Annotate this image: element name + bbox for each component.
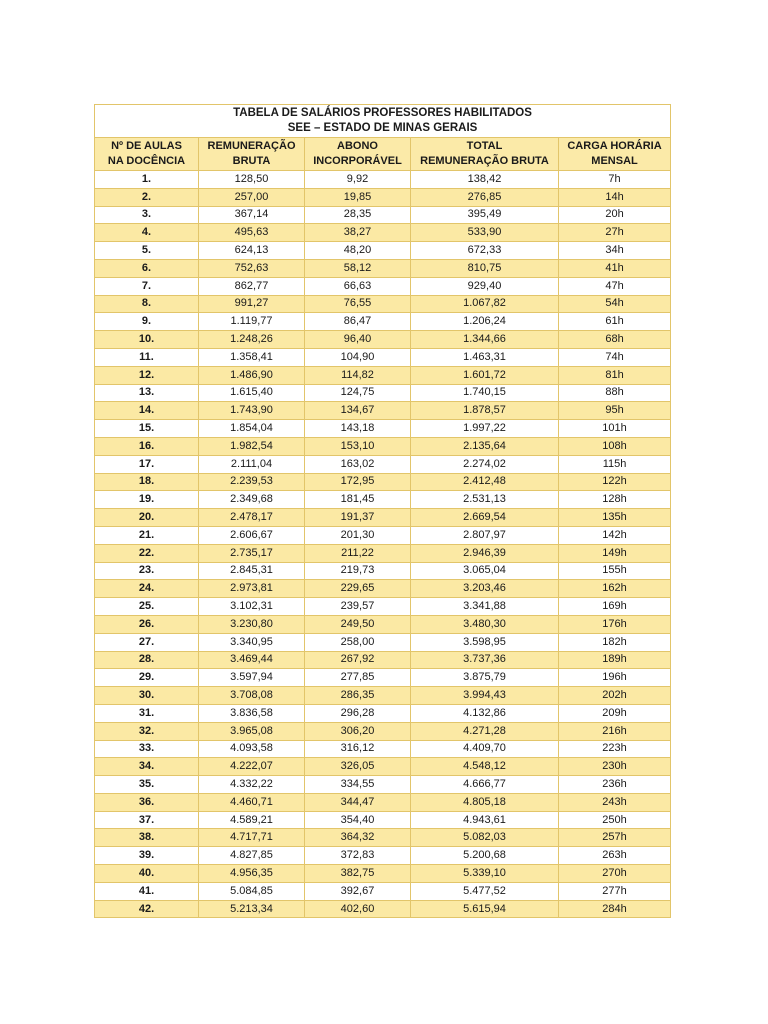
carga-cell: 284h [559, 900, 671, 918]
aulas-cell: 10. [95, 331, 199, 349]
table-row [95, 633, 671, 651]
total-cell: 3.341,88 [411, 598, 559, 616]
carga-cell: 202h [559, 687, 671, 705]
aulas-cell: 3. [95, 206, 199, 224]
abono-cell: 239,57 [305, 598, 411, 616]
abono-cell: 286,35 [305, 687, 411, 705]
table-row [95, 865, 671, 883]
abono-cell: 181,45 [305, 491, 411, 509]
aulas-cell: 11. [95, 348, 199, 366]
total-cell: 276,85 [411, 188, 559, 206]
remuneracao-cell: 2.478,17 [199, 509, 305, 527]
total-cell: 3.065,04 [411, 562, 559, 580]
total-cell: 2.669,54 [411, 509, 559, 527]
remuneracao-cell: 1.743,90 [199, 402, 305, 420]
total-cell: 2.135,64 [411, 437, 559, 455]
table-row [95, 580, 671, 598]
aulas-cell: 42. [95, 900, 199, 918]
carga-cell: 230h [559, 758, 671, 776]
remuneracao-cell: 2.606,67 [199, 526, 305, 544]
table-row [95, 455, 671, 473]
carga-cell: 7h [559, 171, 671, 189]
carga-cell: 236h [559, 776, 671, 794]
carga-cell: 95h [559, 402, 671, 420]
total-cell: 672,33 [411, 242, 559, 260]
remuneracao-cell: 4.222,07 [199, 758, 305, 776]
header-total-remuneracao: TOTAL REMUNERAÇÃO BRUTA [411, 138, 559, 171]
remuneracao-cell: 2.111,04 [199, 455, 305, 473]
carga-cell: 14h [559, 188, 671, 206]
aulas-cell: 31. [95, 704, 199, 722]
aulas-cell: 18. [95, 473, 199, 491]
table-row [95, 384, 671, 402]
carga-cell: 182h [559, 633, 671, 651]
carga-cell: 155h [559, 562, 671, 580]
table-row [95, 704, 671, 722]
table-body [95, 171, 671, 918]
abono-cell: 191,37 [305, 509, 411, 527]
aulas-cell: 34. [95, 758, 199, 776]
abono-cell: 28,35 [305, 206, 411, 224]
abono-cell: 211,22 [305, 544, 411, 562]
abono-cell: 19,85 [305, 188, 411, 206]
table-row [95, 206, 671, 224]
carga-cell: 196h [559, 669, 671, 687]
total-cell: 395,49 [411, 206, 559, 224]
aulas-cell: 1. [95, 171, 199, 189]
aulas-cell: 37. [95, 811, 199, 829]
aulas-cell: 19. [95, 491, 199, 509]
table-row [95, 420, 671, 438]
abono-cell: 382,75 [305, 865, 411, 883]
abono-cell: 354,40 [305, 811, 411, 829]
total-cell: 1.463,31 [411, 348, 559, 366]
remuneracao-cell: 2.349,68 [199, 491, 305, 509]
abono-cell: 153,10 [305, 437, 411, 455]
total-cell: 3.480,30 [411, 615, 559, 633]
remuneracao-cell: 624,13 [199, 242, 305, 260]
total-cell: 3.737,36 [411, 651, 559, 669]
carga-cell: 270h [559, 865, 671, 883]
aulas-cell: 7. [95, 277, 199, 295]
aulas-cell: 40. [95, 865, 199, 883]
aulas-cell: 24. [95, 580, 199, 598]
total-cell: 3.598,95 [411, 633, 559, 651]
title-row [95, 105, 671, 138]
total-cell: 2.807,97 [411, 526, 559, 544]
abono-cell: 143,18 [305, 420, 411, 438]
table-row [95, 598, 671, 616]
table-row [95, 669, 671, 687]
aulas-cell: 4. [95, 224, 199, 242]
table-row [95, 348, 671, 366]
remuneracao-cell: 367,14 [199, 206, 305, 224]
total-cell: 1.206,24 [411, 313, 559, 331]
table-row [95, 224, 671, 242]
aulas-cell: 33. [95, 740, 199, 758]
table-row [95, 793, 671, 811]
aulas-cell: 23. [95, 562, 199, 580]
table-row [95, 687, 671, 705]
total-cell: 1.878,57 [411, 402, 559, 420]
abono-cell: 76,55 [305, 295, 411, 313]
abono-cell: 172,95 [305, 473, 411, 491]
aulas-cell: 35. [95, 776, 199, 794]
aulas-cell: 41. [95, 882, 199, 900]
remuneracao-cell: 4.956,35 [199, 865, 305, 883]
table-row [95, 544, 671, 562]
table-row [95, 758, 671, 776]
total-cell: 3.875,79 [411, 669, 559, 687]
carga-cell: 209h [559, 704, 671, 722]
remuneracao-cell: 3.836,58 [199, 704, 305, 722]
table-title [95, 105, 671, 138]
aulas-cell: 39. [95, 847, 199, 865]
header-carga-horaria: CARGA HORÁRIA MENSAL [559, 138, 671, 171]
remuneracao-cell: 862,77 [199, 277, 305, 295]
table-row [95, 277, 671, 295]
table-row [95, 615, 671, 633]
aulas-cell: 8. [95, 295, 199, 313]
total-cell: 1.344,66 [411, 331, 559, 349]
abono-cell: 134,67 [305, 402, 411, 420]
carga-cell: 135h [559, 509, 671, 527]
total-cell: 3.203,46 [411, 580, 559, 598]
aulas-cell: 30. [95, 687, 199, 705]
table-row [95, 811, 671, 829]
abono-cell: 296,28 [305, 704, 411, 722]
header-num-aulas: Nº DE AULAS NA DOCÊNCIA [95, 138, 199, 171]
aulas-cell: 6. [95, 259, 199, 277]
aulas-cell: 20. [95, 509, 199, 527]
remuneracao-cell: 128,50 [199, 171, 305, 189]
carga-cell: 128h [559, 491, 671, 509]
table-row [95, 491, 671, 509]
total-cell: 810,75 [411, 259, 559, 277]
aulas-cell: 36. [95, 793, 199, 811]
carga-cell: 54h [559, 295, 671, 313]
table-row [95, 188, 671, 206]
aulas-cell: 29. [95, 669, 199, 687]
carga-cell: 162h [559, 580, 671, 598]
table-title-line-2: SEE – ESTADO DE MINAS GERAIS [287, 122, 478, 134]
table-row [95, 473, 671, 491]
carga-cell: 68h [559, 331, 671, 349]
remuneracao-cell: 2.845,31 [199, 562, 305, 580]
abono-cell: 96,40 [305, 331, 411, 349]
remuneracao-cell: 4.093,58 [199, 740, 305, 758]
table-row [95, 242, 671, 260]
aulas-cell: 14. [95, 402, 199, 420]
total-cell: 1.067,82 [411, 295, 559, 313]
remuneracao-cell: 4.717,71 [199, 829, 305, 847]
remuneracao-cell: 1.358,41 [199, 348, 305, 366]
carga-cell: 108h [559, 437, 671, 455]
total-cell: 5.615,94 [411, 900, 559, 918]
total-cell: 5.200,68 [411, 847, 559, 865]
table-row [95, 847, 671, 865]
total-cell: 4.943,61 [411, 811, 559, 829]
abono-cell: 372,83 [305, 847, 411, 865]
remuneracao-cell: 2.239,53 [199, 473, 305, 491]
aulas-cell: 15. [95, 420, 199, 438]
abono-cell: 48,20 [305, 242, 411, 260]
total-cell: 4.132,86 [411, 704, 559, 722]
total-cell: 2.274,02 [411, 455, 559, 473]
total-cell: 4.666,77 [411, 776, 559, 794]
carga-cell: 216h [559, 722, 671, 740]
remuneracao-cell: 3.340,95 [199, 633, 305, 651]
table-row [95, 437, 671, 455]
carga-cell: 149h [559, 544, 671, 562]
aulas-cell: 13. [95, 384, 199, 402]
abono-cell: 163,02 [305, 455, 411, 473]
total-cell: 1.740,15 [411, 384, 559, 402]
remuneracao-cell: 3.230,80 [199, 615, 305, 633]
remuneracao-cell: 2.973,81 [199, 580, 305, 598]
table-row [95, 313, 671, 331]
abono-cell: 392,67 [305, 882, 411, 900]
remuneracao-cell: 3.708,08 [199, 687, 305, 705]
remuneracao-cell: 4.332,22 [199, 776, 305, 794]
carga-cell: 27h [559, 224, 671, 242]
carga-cell: 20h [559, 206, 671, 224]
carga-cell: 101h [559, 420, 671, 438]
table-row [95, 331, 671, 349]
abono-cell: 58,12 [305, 259, 411, 277]
table-row [95, 295, 671, 313]
carga-cell: 257h [559, 829, 671, 847]
table-row [95, 740, 671, 758]
total-cell: 4.805,18 [411, 793, 559, 811]
carga-cell: 74h [559, 348, 671, 366]
total-cell: 5.339,10 [411, 865, 559, 883]
aulas-cell: 27. [95, 633, 199, 651]
carga-cell: 122h [559, 473, 671, 491]
carga-cell: 142h [559, 526, 671, 544]
carga-cell: 115h [559, 455, 671, 473]
salary-table [94, 104, 671, 918]
abono-cell: 104,90 [305, 348, 411, 366]
remuneracao-cell: 1.854,04 [199, 420, 305, 438]
abono-cell: 306,20 [305, 722, 411, 740]
total-cell: 4.548,12 [411, 758, 559, 776]
remuneracao-cell: 4.460,71 [199, 793, 305, 811]
remuneracao-cell: 5.213,34 [199, 900, 305, 918]
table-row [95, 366, 671, 384]
remuneracao-cell: 3.597,94 [199, 669, 305, 687]
header-remuneracao-bruta: REMUNERAÇÃO BRUTA [199, 138, 305, 171]
carga-cell: 277h [559, 882, 671, 900]
aulas-cell: 9. [95, 313, 199, 331]
remuneracao-cell: 1.119,77 [199, 313, 305, 331]
header-row [95, 138, 671, 171]
aulas-cell: 21. [95, 526, 199, 544]
abono-cell: 277,85 [305, 669, 411, 687]
total-cell: 1.601,72 [411, 366, 559, 384]
aulas-cell: 25. [95, 598, 199, 616]
table-row [95, 402, 671, 420]
total-cell: 5.477,52 [411, 882, 559, 900]
table-title-line-1: TABELA DE SALÁRIOS PROFESSORES HABILITADOS [233, 107, 532, 119]
total-cell: 2.412,48 [411, 473, 559, 491]
total-cell: 2.946,39 [411, 544, 559, 562]
remuneracao-cell: 3.469,44 [199, 651, 305, 669]
table-row [95, 651, 671, 669]
table-row [95, 776, 671, 794]
remuneracao-cell: 4.589,21 [199, 811, 305, 829]
remuneracao-cell: 5.084,85 [199, 882, 305, 900]
abono-cell: 326,05 [305, 758, 411, 776]
remuneracao-cell: 257,00 [199, 188, 305, 206]
aulas-cell: 28. [95, 651, 199, 669]
remuneracao-cell: 1.248,26 [199, 331, 305, 349]
table-row [95, 829, 671, 847]
table-row [95, 562, 671, 580]
abono-cell: 86,47 [305, 313, 411, 331]
abono-cell: 201,30 [305, 526, 411, 544]
carga-cell: 189h [559, 651, 671, 669]
aulas-cell: 26. [95, 615, 199, 633]
remuneracao-cell: 752,63 [199, 259, 305, 277]
abono-cell: 114,82 [305, 366, 411, 384]
abono-cell: 258,00 [305, 633, 411, 651]
aulas-cell: 12. [95, 366, 199, 384]
remuneracao-cell: 4.827,85 [199, 847, 305, 865]
carga-cell: 41h [559, 259, 671, 277]
abono-cell: 219,73 [305, 562, 411, 580]
table-row [95, 259, 671, 277]
aulas-cell: 5. [95, 242, 199, 260]
carga-cell: 34h [559, 242, 671, 260]
table-row [95, 882, 671, 900]
abono-cell: 334,55 [305, 776, 411, 794]
carga-cell: 88h [559, 384, 671, 402]
abono-cell: 229,65 [305, 580, 411, 598]
aulas-cell: 16. [95, 437, 199, 455]
aulas-cell: 32. [95, 722, 199, 740]
total-cell: 533,90 [411, 224, 559, 242]
total-cell: 4.409,70 [411, 740, 559, 758]
remuneracao-cell: 2.735,17 [199, 544, 305, 562]
abono-cell: 66,63 [305, 277, 411, 295]
table-row [95, 900, 671, 918]
total-cell: 3.994,43 [411, 687, 559, 705]
total-cell: 4.271,28 [411, 722, 559, 740]
carga-cell: 169h [559, 598, 671, 616]
total-cell: 5.082,03 [411, 829, 559, 847]
carga-cell: 263h [559, 847, 671, 865]
carga-cell: 81h [559, 366, 671, 384]
table-row [95, 171, 671, 189]
remuneracao-cell: 1.615,40 [199, 384, 305, 402]
total-cell: 138,42 [411, 171, 559, 189]
carga-cell: 243h [559, 793, 671, 811]
remuneracao-cell: 3.965,08 [199, 722, 305, 740]
abono-cell: 267,92 [305, 651, 411, 669]
abono-cell: 124,75 [305, 384, 411, 402]
abono-cell: 249,50 [305, 615, 411, 633]
aulas-cell: 17. [95, 455, 199, 473]
abono-cell: 344,47 [305, 793, 411, 811]
table-row [95, 722, 671, 740]
remuneracao-cell: 495,63 [199, 224, 305, 242]
aulas-cell: 22. [95, 544, 199, 562]
remuneracao-cell: 3.102,31 [199, 598, 305, 616]
remuneracao-cell: 1.486,90 [199, 366, 305, 384]
table-row [95, 509, 671, 527]
abono-cell: 38,27 [305, 224, 411, 242]
aulas-cell: 38. [95, 829, 199, 847]
aulas-cell: 2. [95, 188, 199, 206]
abono-cell: 364,32 [305, 829, 411, 847]
abono-cell: 9,92 [305, 171, 411, 189]
carga-cell: 176h [559, 615, 671, 633]
remuneracao-cell: 1.982,54 [199, 437, 305, 455]
carga-cell: 250h [559, 811, 671, 829]
abono-cell: 402,60 [305, 900, 411, 918]
table-row [95, 526, 671, 544]
total-cell: 2.531,13 [411, 491, 559, 509]
header-abono-incorporavel: ABONO INCORPORÁVEL [305, 138, 411, 171]
total-cell: 929,40 [411, 277, 559, 295]
abono-cell: 316,12 [305, 740, 411, 758]
carga-cell: 223h [559, 740, 671, 758]
carga-cell: 61h [559, 313, 671, 331]
carga-cell: 47h [559, 277, 671, 295]
remuneracao-cell: 991,27 [199, 295, 305, 313]
total-cell: 1.997,22 [411, 420, 559, 438]
